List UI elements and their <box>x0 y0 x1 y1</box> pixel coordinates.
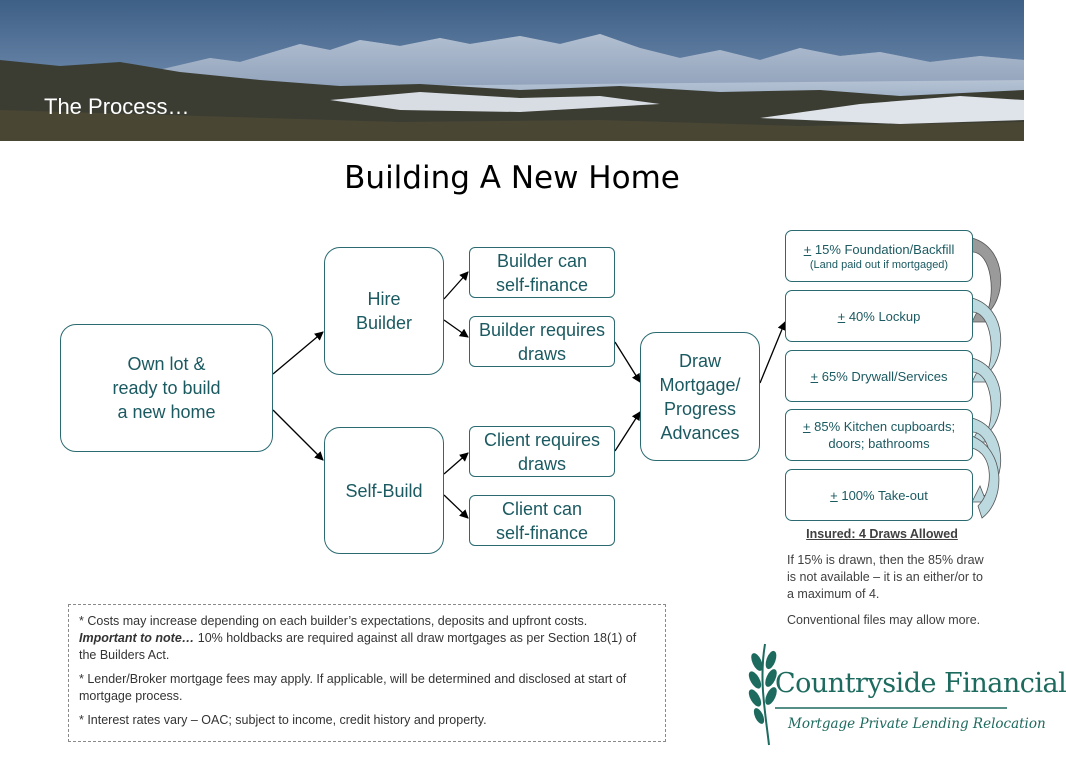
insured-label: Insured: 4 Draws Allowed <box>806 527 958 541</box>
draw-stage-label: 15% Foundation/Backfill <box>811 241 955 257</box>
footnote-fees: * Lender/Broker mortgage fees may apply. If applicable, will be determined and disclosed at start of mortgage process. <box>79 672 627 703</box>
page-title: Building A New Home <box>344 160 680 196</box>
builder-self-finance-box: Builder can self-finance <box>469 247 615 298</box>
footnotes-box <box>68 604 666 742</box>
self-build-box: Self-Build <box>324 427 444 554</box>
footnote-costs <box>79 613 655 664</box>
draw-stage-4 <box>785 409 973 461</box>
logo-company-name: Countryside Financial <box>775 668 1066 699</box>
plus-minus-sign: + <box>802 419 811 434</box>
arrow-hire-to-requires <box>444 320 468 337</box>
side-note-draw-rule: If 15% is drawn, then the 85% draw is not available – it is an either/or to a maximum of 4. <box>787 553 984 601</box>
draw-stage-label: 65% Drywall/Services <box>818 368 948 384</box>
arrow-start-to-self <box>273 410 323 460</box>
draw-stage-sublabel: (Land paid out if mortgaged) <box>809 258 949 271</box>
draw-stage-3 <box>785 350 973 402</box>
client-self-finance-box: Client can self-finance <box>469 495 615 546</box>
start-box: Own lot & ready to build a new home <box>60 324 273 452</box>
draw-mortgage-box: Draw Mortgage/ Progress Advances <box>640 332 760 461</box>
plus-minus-sign: + <box>803 241 812 257</box>
arrow-self-to-clientdraws <box>444 453 468 474</box>
footnote-rates: * Interest rates vary – OAC; subject to income, credit history and property. <box>79 713 487 727</box>
arrow-clientdraws-to-draw <box>615 412 640 451</box>
draw-stage-label-line2: doors; bathrooms <box>828 436 930 451</box>
draw-stage-2 <box>785 290 973 342</box>
banner-title: The Process… <box>44 94 190 119</box>
important-note-text: 10% holdbacks are required against all draw mortgages as per Section 18(1) of the Builders Act. <box>79 631 637 662</box>
draw-stage-label: 100% Take-out <box>837 487 928 503</box>
arrow-self-to-clientfinance <box>444 495 468 518</box>
arrow-hire-to-selffinance <box>444 272 468 299</box>
arrow-builderdraws-to-draw <box>615 342 640 382</box>
plus-minus-sign: + <box>830 487 838 503</box>
logo-tagline: Mortgage Private Lending Relocation <box>788 716 1046 732</box>
draw-stage-label: 40% Lockup <box>845 308 921 324</box>
footnote-costs-text: * Costs may increase depending on each builder’s expectations, deposits and upfront costs. <box>79 614 588 628</box>
hire-builder-box: Hire Builder <box>324 247 444 375</box>
important-note-label: Important to note… <box>79 631 195 645</box>
draw-stage-1 <box>785 230 973 282</box>
client-requires-draws-box: Client requires draws <box>469 426 615 477</box>
arrow-start-to-hire <box>273 332 323 374</box>
arrow-draw-to-stages <box>760 322 785 383</box>
draw-stage-5 <box>785 469 973 521</box>
stage-curl-arrows <box>972 238 1001 518</box>
plus-minus-sign: + <box>837 308 846 324</box>
side-note-conventional: Conventional files may allow more. <box>787 613 981 627</box>
plus-minus-sign: + <box>810 368 819 384</box>
draw-stage-label: 85% Kitchen cupboards; <box>810 419 956 434</box>
builder-requires-draws-box: Builder requires draws <box>469 316 615 367</box>
